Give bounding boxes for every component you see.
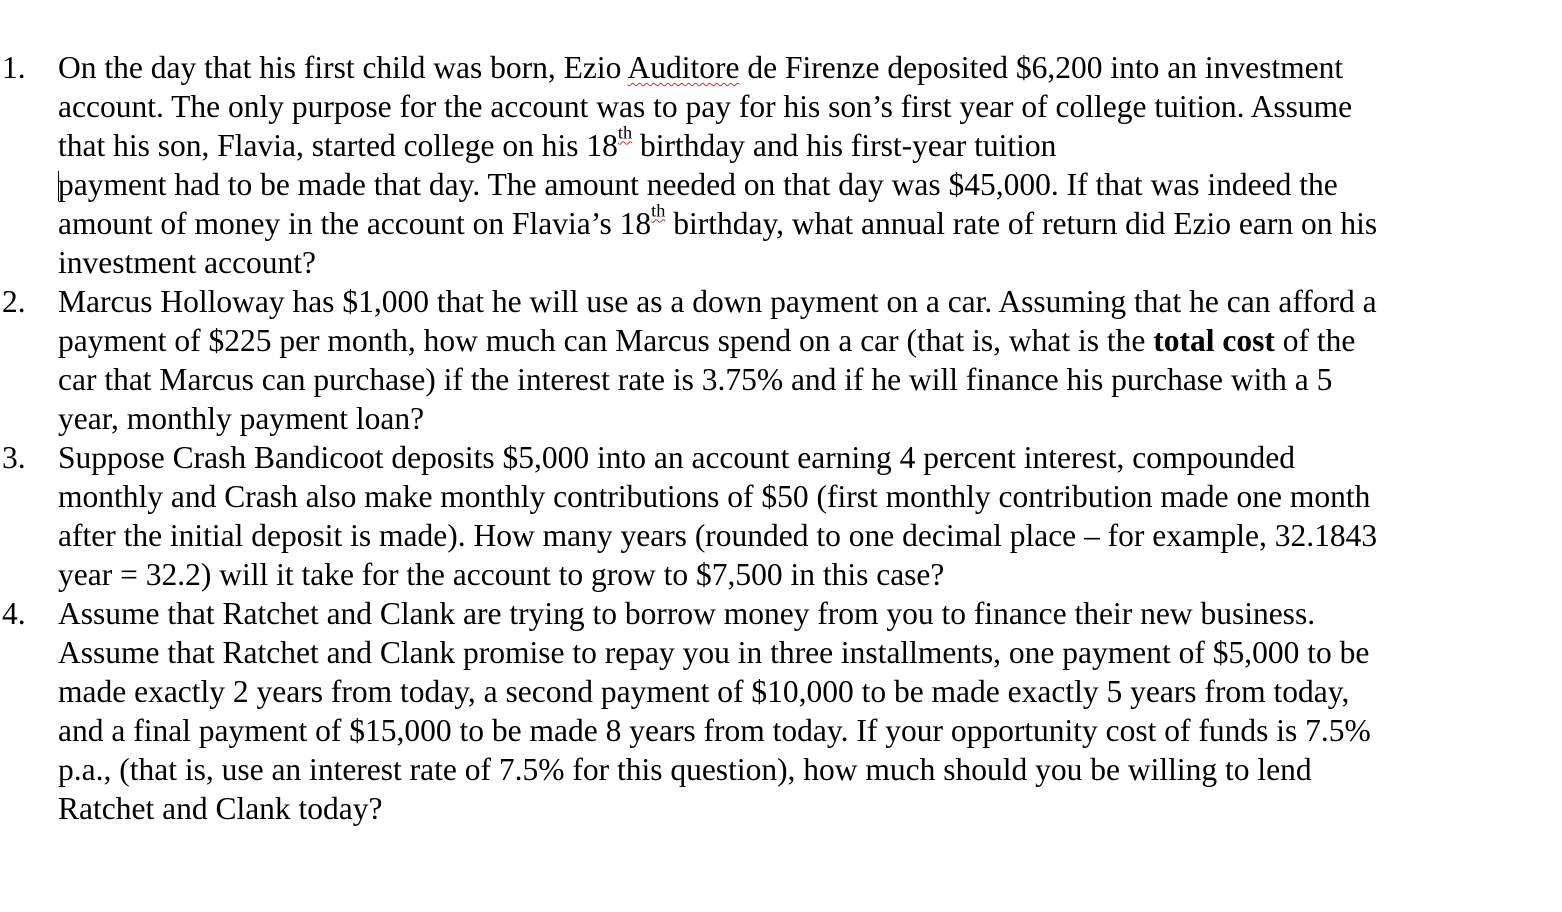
question-text[interactable]: Marcus Holloway has $1,000 that he will use as a down payment on a car. Assuming that he can afford a payment of $225 per month, how much can Marcus spend on a car (that is, what is the total cost of the car that Marcus can purchase) if the interest rate is 3.75% and if he will finance his purchase with a 5 year, monthly payment loan? (58, 284, 1377, 436)
question-1 (0, 48, 1400, 282)
question-number: 4. (2, 596, 26, 631)
question-number: 2. (2, 284, 26, 319)
question-4 (0, 594, 1400, 828)
question-text[interactable]: Assume that Ratchet and Clank are trying to borrow money from you to finance their new business. Assume that Ratchet and Clank promise to repay you in three installments, one payment of $5,000 to be made exactly 2 years from today, a second payment of $10,000 to be made exactly 5 years from today, and a final payment of $15,000 to be made 8 years from today. If your opportunity cost of funds is 7.5% p.a., (that is, use an interest rate of 7.5% for this question), how much should you be willing to lend Ratchet and Clank today? (58, 596, 1371, 826)
spellcheck-flagged-word[interactable]: Auditore (627, 50, 740, 85)
question-number: 1. (2, 50, 26, 85)
question-text[interactable]: On the day that his first child was born, Ezio Auditore de Firenze deposited $6,200 into an investment account. The only purpose for the account was to pay for his son’s first year of college tuition. Assume that his son, Flavia, started college on his 18th birthday and his first-year tuition payment had to be made that day. The amount needed on that day was $45,000. If that was indeed the amount of money in the account on Flavia’s 18th birthday, what annual rate of return did Ezio earn on his investment account? (58, 50, 1378, 280)
document-body[interactable] (0, 48, 1400, 828)
question-2 (0, 282, 1400, 438)
question-3 (0, 438, 1400, 594)
question-number: 3. (2, 440, 26, 475)
ordinal-superscript: th (617, 122, 633, 143)
question-text[interactable]: Suppose Crash Bandicoot deposits $5,000 into an account earning 4 percent interest, compounded monthly and Crash also make monthly contributions of $50 (first monthly contribution made one month after the initial deposit is made). How many years (rounded to one decimal place – for example, 32.1843 year = 32.2) will it take for the account to grow to $7,500 in this case? (58, 440, 1378, 592)
bold-phrase: total cost (1153, 323, 1275, 358)
ordinal-superscript: th (651, 200, 666, 221)
